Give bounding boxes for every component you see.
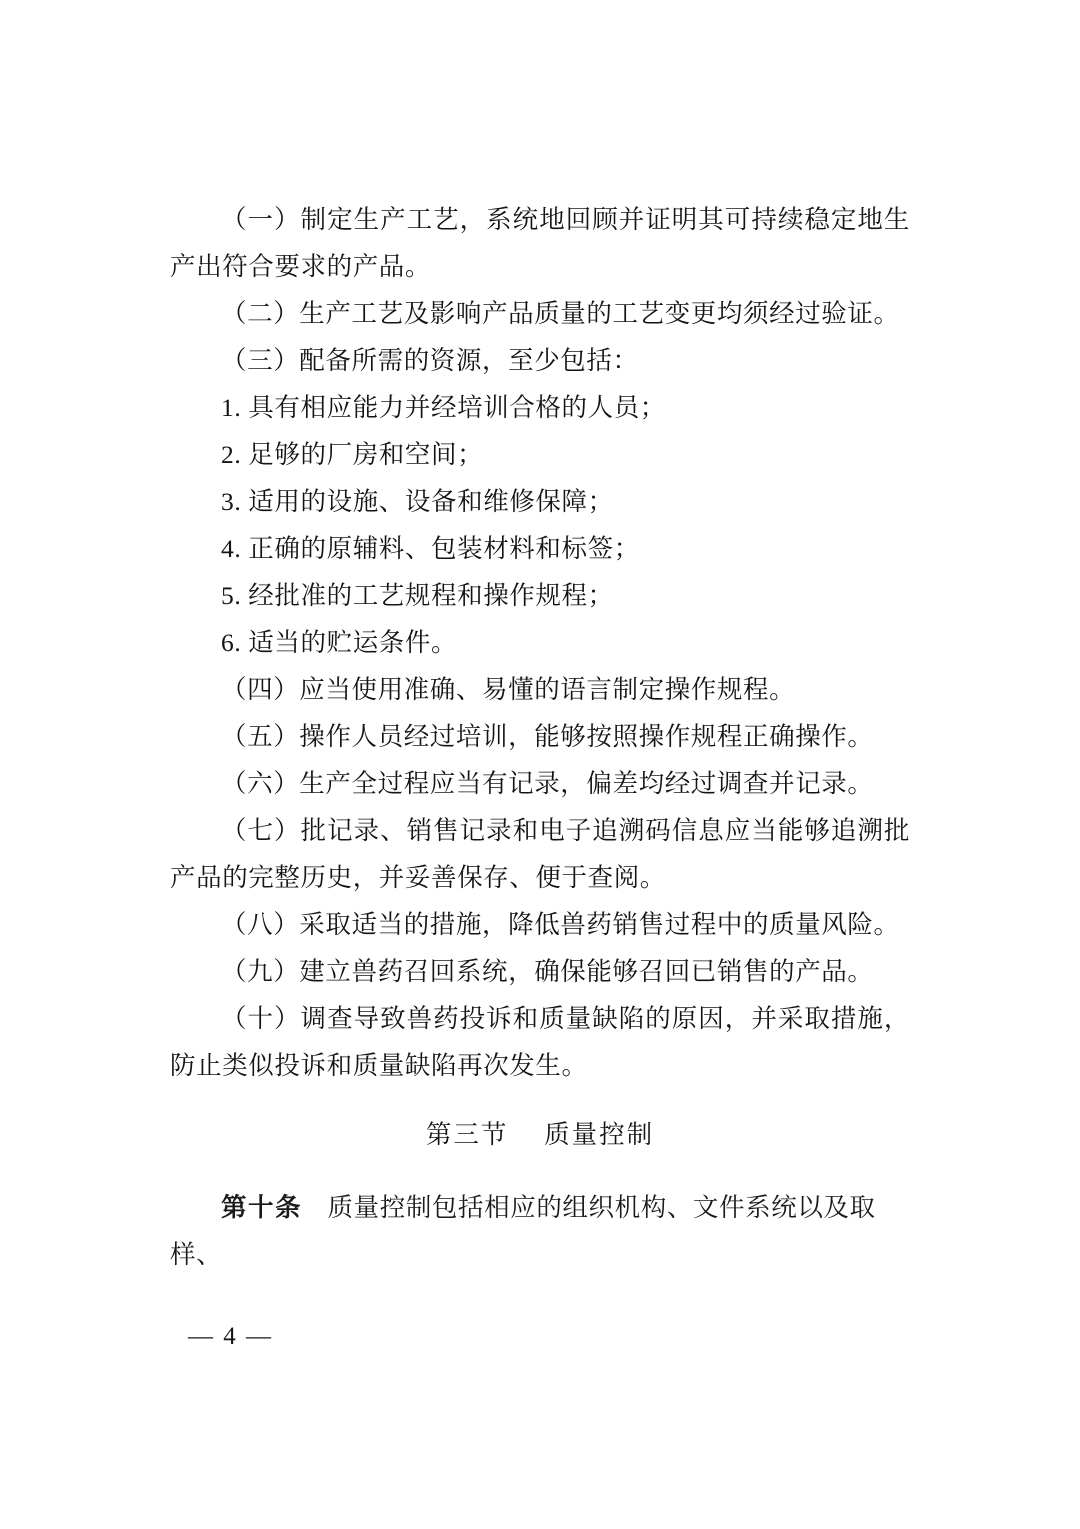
section-heading: [170, 1111, 910, 1158]
paragraph-item-3: （三）配备所需的资源，至少包括：: [221, 346, 639, 375]
paragraph-item-8: （八）采取适当的措施，降低兽药销售过程中的质量风险。: [221, 910, 900, 939]
paragraph-item-6: （六）生产全过程应当有记录，偏差均经过调查并记录。: [221, 769, 874, 798]
paragraph-item-4: （四）应当使用准确、易懂的语言制定操作规程。: [221, 675, 796, 704]
article-paragraph: [170, 1184, 910, 1278]
paragraph-item-9: （九）建立兽药召回系统，确保能够召回已销售的产品。: [221, 957, 874, 986]
page-number: — 4 —: [188, 1323, 273, 1350]
list-item-4: 4. 正确的原辅料、包装材料和标签；: [221, 534, 640, 563]
paragraph-item-7: （七）批记录、销售记录和电子追溯码信息应当能够追溯批产品的完整历史，并妥善保存、便于查阅。: [170, 816, 910, 892]
page-footer: [170, 1323, 910, 1351]
paragraph-item-5: （五）操作人员经过培训，能够按照操作规程正确操作。: [221, 722, 874, 751]
list-item-1: 1. 具有相应能力并经培训合格的人员；: [221, 393, 666, 422]
list-item-3: 3. 适用的设施、设备和维修保障；: [221, 487, 614, 516]
article-label: 第十条: [221, 1192, 303, 1222]
list-item-2: 2. 足够的厂房和空间；: [221, 440, 484, 469]
list-item-5: 5. 经批准的工艺规程和操作规程；: [221, 581, 614, 610]
section-title: 质量控制: [544, 1120, 655, 1149]
paragraph-item-2: （二）生产工艺及影响产品质量的工艺变更均须经过验证。: [221, 299, 900, 328]
paragraph-item-10: （十）调查导致兽药投诉和质量缺陷的原因，并采取措施，防止类似投诉和质量缺陷再次发生。: [170, 1004, 910, 1080]
paragraph-item-1: （一）制定生产工艺，系统地回顾并证明其可持续稳定地生产出符合要求的产品。: [170, 205, 910, 281]
list-item-6: 6. 适当的贮运条件。: [221, 628, 458, 657]
section-number: 第三节: [425, 1120, 509, 1149]
article-text: 质量控制包括相应的组织机构、文件系统以及取样、: [170, 1192, 876, 1269]
document-body: [170, 196, 910, 1089]
